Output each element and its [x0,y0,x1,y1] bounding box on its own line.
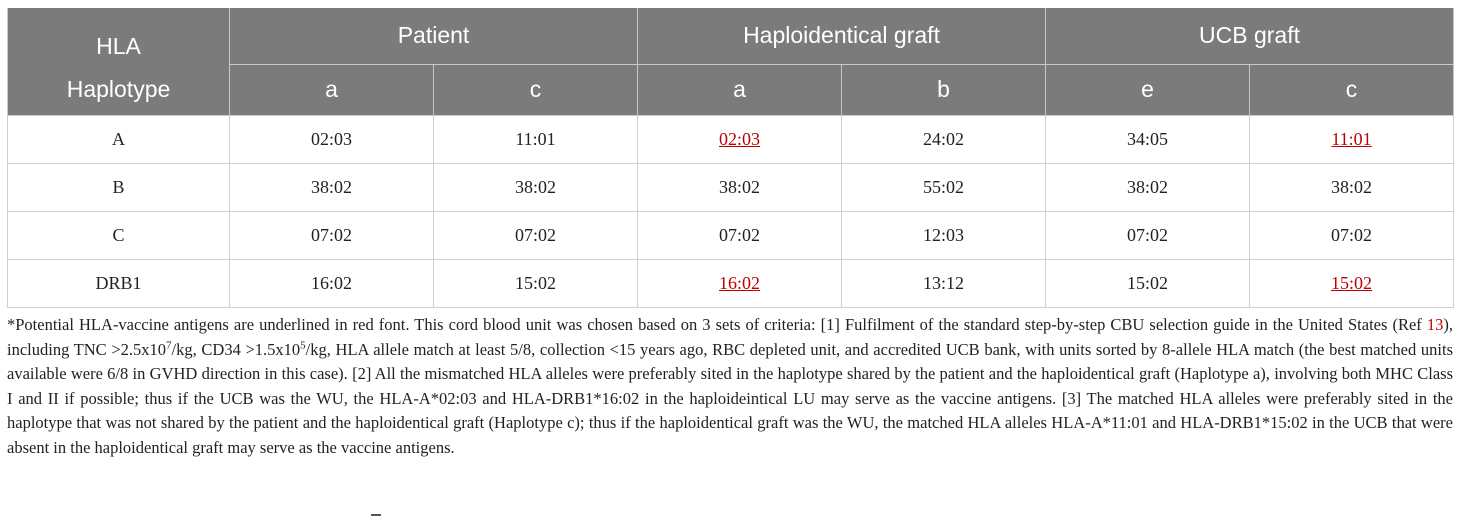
header-haploidentical-graft: Haploidentical graft [638,8,1046,64]
table-cell-vaccine-antigen: 02:03 [638,115,842,163]
header-hla: HLA [8,8,230,64]
table-cell: 13:12 [842,259,1046,307]
header-ucb-graft: UCB graft [1046,8,1454,64]
table-cell-vaccine-antigen: 11:01 [1250,115,1454,163]
header-ucb-e: e [1046,64,1250,115]
table-cell: 12:03 [842,211,1046,259]
table-cell: 07:02 [230,211,434,259]
table-cell: 15:02 [434,259,638,307]
table-cell: 55:02 [842,163,1046,211]
row-locus: A [8,115,230,163]
table-cell: 38:02 [1250,163,1454,211]
footnote-text: ), including TNC >2.5x10 [7,315,1453,359]
table-cell: 07:02 [1250,211,1454,259]
superscript: 7 [166,339,172,351]
row-locus: C [8,211,230,259]
reference-link[interactable]: 13 [1426,315,1444,334]
table-cell: 07:02 [1046,211,1250,259]
table-footnote [7,313,1453,460]
hla-table [7,8,1454,308]
table-cell: 38:02 [638,163,842,211]
header-haplotype: Haplotype [8,64,230,115]
header-haplo-a: a [638,64,842,115]
table-cell-vaccine-antigen: 16:02 [638,259,842,307]
table-cell: 38:02 [434,163,638,211]
divider [371,514,381,516]
footnote-text: *Potential HLA-vaccine antigens are underlined in red font. This cord blood unit was chosen based on 3 sets of criteria: [1] Fulfilment of the standard step-by-step CBU selection guide in the United States (Ref [7,315,1427,334]
table-row-drb1 [8,259,1454,307]
table-cell: 02:03 [230,115,434,163]
footnote-text: /kg, HLA allele match at least 5/8, collection <15 years ago, RBC depleted unit, and accredited UCB bank, with units sorted by 8-allele HLA match (the best matched units available were 6/8 in GVHD direction in this case). [2] All the mismatched HLA alleles were preferably sited in the haplotype shared by the patient and the haploidentical graft (Haplotype a), involving both MHC Class I and II if possible; thus if the UCB was the WU, the HLA-A*02:03 and HLA-DRB1*16:02 in the haploideintical LU may serve as the vaccine antigens. [3] The matched HLA alleles were preferably sited in the haplotype that was not shared by the patient and the haploidentical graft (Haplotype c); thus if the haploidentical graft was the WU, the matched HLA alleles HLA-A*11:01 and HLA-DRB1*15:02 in the UCB that were absent in the haploidentical graft may serve as the vaccine antigens. [7,339,1453,457]
header-patient-c: c [434,64,638,115]
table-cell: 07:02 [434,211,638,259]
table-cell-vaccine-antigen: 15:02 [1250,259,1454,307]
header-haplo-b: b [842,64,1046,115]
table-cell: 07:02 [638,211,842,259]
table-cell: 16:02 [230,259,434,307]
header-ucb-c: c [1250,64,1454,115]
table-row-a [8,115,1454,163]
table-row-c [8,211,1454,259]
header-patient-a: a [230,64,434,115]
row-locus: B [8,163,230,211]
table-cell: 11:01 [434,115,638,163]
row-locus: DRB1 [8,259,230,307]
table-cell: 34:05 [1046,115,1250,163]
table-cell: 24:02 [842,115,1046,163]
table-cell: 15:02 [1046,259,1250,307]
table-cell: 38:02 [1046,163,1250,211]
header-patient: Patient [230,8,638,64]
table-row-b [8,163,1454,211]
footnote-text: /kg, CD34 >1.5x10 [171,339,301,359]
table-cell: 38:02 [230,163,434,211]
superscript: 5 [300,339,306,351]
